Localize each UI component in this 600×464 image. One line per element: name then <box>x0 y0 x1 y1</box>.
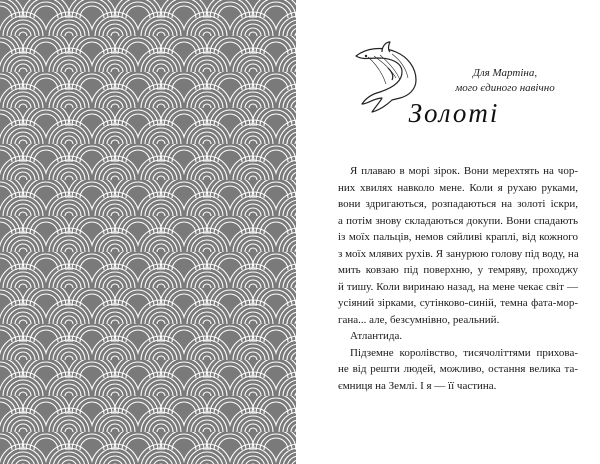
body-line: них хвилях навколо мене. Коли я рухаю руками, <box>338 181 578 194</box>
body-line: усіяний зірками, сутінково-синій, темна фата-мор- <box>338 297 578 309</box>
body-line: із моїх пальців, немов сяйливі краплі, від кожного <box>338 231 578 243</box>
body-line: не від решти людей, можливо, остання велика та- <box>338 363 578 375</box>
dedication-line-2: мого єдиного навічно <box>455 82 555 94</box>
body-line: ємниця на Землі. І я — її частина. <box>338 379 497 392</box>
body-line: а потім знову складаються докупи. Вони спадають <box>338 214 578 227</box>
body-line: вони здригаються, розпадаються на золоті іскри, <box>338 198 578 210</box>
dedication <box>430 66 580 96</box>
chapter-title: Золоті <box>408 98 500 128</box>
body-text <box>338 163 578 394</box>
body-line: Атлантида. <box>350 330 403 342</box>
body-line: й тишу. Коли виринаю назад, на мене чекає світ — <box>338 280 578 293</box>
body-line: мить ковзаю під поверхню, у темряву, проходжу <box>338 264 578 276</box>
dedication-line-1: Для Мартіна, <box>472 67 538 79</box>
body-line: з моїх млявих рухів. Я занурюю голову під воду, на <box>338 247 579 260</box>
body-line: Підземне королівство, тисячоліттями прихова- <box>350 346 578 359</box>
body-line: гана... але, безсумнівно, реальний. <box>338 313 500 326</box>
scale-pattern-illustration <box>0 0 296 464</box>
right-page <box>302 0 600 464</box>
body-line: Я плаваю в морі зірок. Вони мерехтять на чор- <box>350 165 578 177</box>
